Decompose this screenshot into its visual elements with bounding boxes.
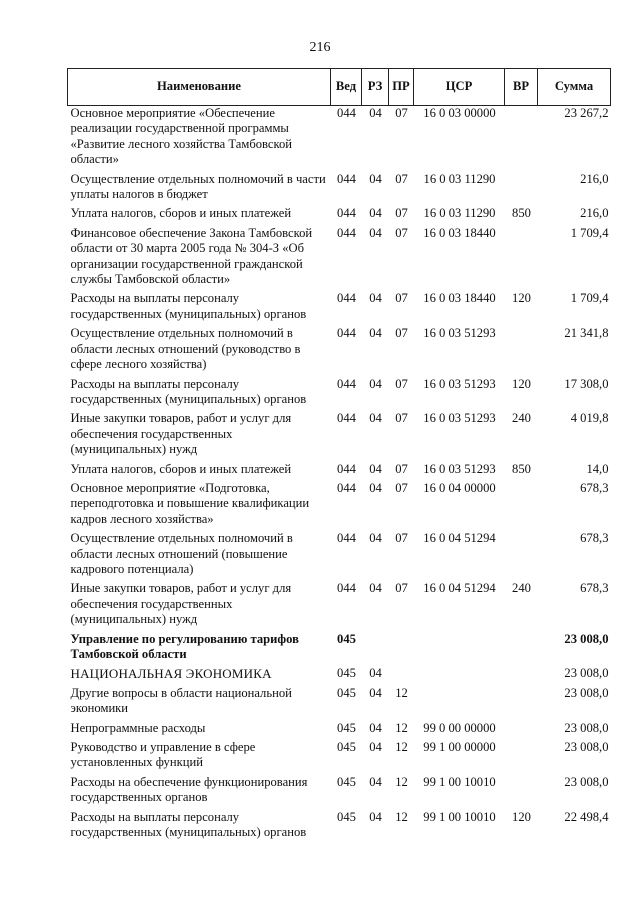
table-row [68,411,611,461]
cell-name: Осуществление отдельных полномочий в части уплаты налогов в бюджет [70,171,326,202]
cell-pr: 12 [395,774,408,789]
cell-pr: 07 [395,171,408,186]
cell-sum: 23 008,0 [564,631,609,646]
cell-name: Иные закупки товаров, работ и услуг для обеспечения государственных (муниципальных) нужд [70,411,292,457]
table-row [68,531,611,581]
cell-name: Управление по регулированию тарифов Тамбовской области [70,631,299,661]
cell-pr [389,666,414,685]
cell-ved: 044 [337,581,356,596]
cell-csr: 16 0 03 00000 [423,106,496,120]
cell-csr: 16 0 03 11290 [423,171,496,186]
cell-vr [505,775,538,810]
table-row [68,775,611,810]
cell-vr [505,632,538,667]
cell-rz: 04 [369,376,382,391]
cell-csr: 99 1 00 00000 [423,740,496,755]
cell-pr: 07 [395,291,408,306]
cell-pr: 07 [395,376,408,391]
cell-rz: 04 [369,206,382,221]
table-row [68,721,611,740]
column-header-csr: ЦСР [414,69,505,106]
cell-name: Расходы на выплаты персоналу государственных (муниципальных) органов [70,809,307,840]
table-row [68,206,611,225]
cell-ved: 045 [337,666,356,681]
cell-ved: 044 [337,206,356,221]
cell-vr [505,721,538,740]
cell-ved: 045 [337,740,356,755]
cell-name: Другие вопросы в области национальной экономики [70,685,292,716]
cell-rz: 04 [369,740,382,755]
column-header-rz: РЗ [362,69,389,106]
cell-ved: 044 [337,291,356,306]
table-header-row [68,69,611,106]
cell-rz: 04 [369,480,382,495]
cell-ved: 045 [337,720,356,735]
table-row [68,740,611,775]
cell-name: Финансовое обеспечение Закона Тамбовской области от 30 марта 2005 года № 304-З «Об организации государственной гражданской службы Тамбовской области» [70,225,313,287]
cell-ved: 044 [337,225,356,240]
column-header-sum: Сумма [538,69,611,106]
cell-pr: 07 [395,480,408,495]
table-row [68,172,611,207]
cell-ved: 044 [337,480,356,495]
table-row [68,686,611,721]
cell-name: Основное мероприятие «Обеспечение реализации государственной программы «Развитие лесного хозяйства Тамбовской области» [70,106,292,167]
cell-ved: 044 [337,326,356,341]
cell-rz: 04 [369,225,382,240]
cell-sum: 1 709,4 [570,225,609,240]
cell-csr: 16 0 03 51293 [423,376,496,391]
cell-ved: 045 [337,809,356,824]
cell-sum: 14,0 [586,461,609,476]
cell-vr: 240 [512,581,531,596]
table-row [68,106,611,172]
table-row [68,810,611,845]
cell-sum: 678,3 [580,581,609,596]
cell-csr: 16 0 04 00000 [423,480,496,495]
cell-name: Уплата налогов, сборов и иных платежей [70,206,292,221]
cell-rz: 04 [369,291,382,306]
cell-csr [414,686,505,721]
cell-pr: 07 [395,461,408,476]
cell-sum: 23 008,0 [564,720,609,735]
cell-pr: 12 [395,720,408,735]
cell-pr: 07 [395,326,408,341]
cell-rz: 04 [369,531,382,546]
table-row [68,666,611,685]
cell-pr: 07 [395,225,408,240]
cell-sum: 17 308,0 [564,376,609,391]
cell-vr [505,172,538,207]
cell-csr [414,666,505,685]
cell-ved: 044 [337,531,356,546]
cell-csr: 16 0 03 51293 [423,326,496,341]
cell-name: НАЦИОНАЛЬНАЯ ЭКОНОМИКА [70,666,272,682]
cell-name: Расходы на обеспечение функционирования государственных органов [70,774,308,805]
cell-rz: 04 [369,666,382,681]
cell-rz: 04 [369,461,382,476]
cell-pr: 07 [395,531,408,546]
column-header-name: Наименование [68,69,331,106]
cell-vr [505,531,538,581]
cell-rz: 04 [369,326,382,341]
budget-table [67,68,611,844]
cell-vr [505,226,538,292]
cell-rz: 04 [369,720,382,735]
cell-vr [505,666,538,685]
cell-name: Осуществление отдельных полномочий в области лесных отношений (руководство в сфере лесного хозяйства) [70,326,301,372]
cell-sum: 23 267,2 [564,106,609,120]
cell-name: Расходы на выплаты персоналу государственных (муниципальных) органов [70,291,307,321]
page-number: 216 [309,40,331,55]
cell-csr: 16 0 03 51293 [423,411,496,426]
table-row [68,462,611,481]
cell-rz: 04 [369,171,382,186]
column-header-ved: Вед [331,69,362,106]
table-row [68,377,611,412]
cell-vr [505,481,538,531]
cell-vr: 240 [512,411,531,426]
cell-sum: 21 341,8 [564,326,609,341]
cell-rz [362,632,389,667]
cell-rz: 04 [369,106,382,120]
cell-ved: 044 [337,106,356,120]
cell-vr: 850 [512,461,531,476]
cell-rz: 04 [369,809,382,824]
cell-csr: 99 1 00 10010 [423,774,496,789]
cell-pr: 07 [395,411,408,426]
cell-vr: 850 [512,206,531,221]
cell-name: Основное мероприятие «Подготовка, переподготовка и повышение квалификации кадров лесного хозяйства» [70,480,310,526]
cell-rz: 04 [369,581,382,596]
cell-ved: 044 [337,411,356,426]
column-header-vr: ВР [505,69,538,106]
table-body [68,106,611,845]
cell-name: Непрограммные расходы [70,720,206,735]
cell-csr: 16 0 03 51293 [423,461,496,476]
cell-vr [505,106,538,172]
cell-ved: 045 [337,685,356,700]
cell-sum: 22 498,4 [564,809,609,824]
cell-vr [505,326,538,376]
cell-sum: 23 008,0 [564,685,609,700]
table-row [68,632,611,667]
table-row [68,226,611,292]
cell-sum: 216,0 [580,171,609,186]
cell-rz: 04 [369,411,382,426]
cell-sum: 1 709,4 [570,291,609,306]
table-row [68,326,611,376]
cell-sum: 678,3 [580,480,609,495]
cell-ved: 045 [337,631,356,646]
table-row [68,291,611,326]
cell-ved: 045 [337,774,356,789]
cell-pr: 12 [395,809,408,824]
cell-name: Расходы на выплаты персоналу государственных (муниципальных) органов [70,376,307,406]
cell-name: Руководство и управление в сфере установленных функций [70,740,256,770]
cell-sum: 4 019,8 [570,411,609,426]
table-row [68,581,611,631]
cell-csr: 16 0 04 51294 [423,531,496,546]
cell-sum: 23 008,0 [564,774,609,789]
cell-ved: 044 [337,376,356,391]
cell-csr: 16 0 04 51294 [423,581,496,596]
cell-rz: 04 [369,685,382,700]
cell-pr: 12 [395,685,408,700]
cell-sum: 678,3 [580,531,609,546]
cell-ved: 044 [337,171,356,186]
cell-rz: 04 [369,774,382,789]
cell-vr: 120 [512,291,531,306]
cell-pr [389,632,414,667]
cell-sum: 23 008,0 [564,740,609,755]
cell-name: Уплата налогов, сборов и иных платежей [70,461,292,476]
cell-vr: 120 [512,809,531,824]
cell-sum: 23 008,0 [564,666,609,681]
cell-pr: 12 [395,740,408,755]
cell-name: Иные закупки товаров, работ и услуг для обеспечения государственных (муниципальных) нужд [70,581,292,627]
cell-name: Осуществление отдельных полномочий в области лесных отношений (повышение кадрового потенциала) [70,531,293,576]
cell-pr: 07 [395,581,408,596]
cell-csr: 16 0 03 11290 [423,206,496,221]
cell-pr: 07 [395,106,408,120]
cell-csr: 16 0 03 18440 [423,225,496,240]
cell-sum: 216,0 [580,206,609,221]
cell-csr [414,632,505,667]
cell-ved: 044 [337,461,356,476]
cell-vr [505,740,538,775]
column-header-pr: ПР [389,69,414,106]
cell-csr: 99 1 00 10010 [423,809,496,824]
cell-vr [505,686,538,721]
cell-vr: 120 [512,376,531,391]
cell-csr: 99 0 00 00000 [423,720,496,735]
table-row [68,481,611,531]
cell-pr: 07 [395,206,408,221]
cell-csr: 16 0 03 18440 [423,291,496,306]
